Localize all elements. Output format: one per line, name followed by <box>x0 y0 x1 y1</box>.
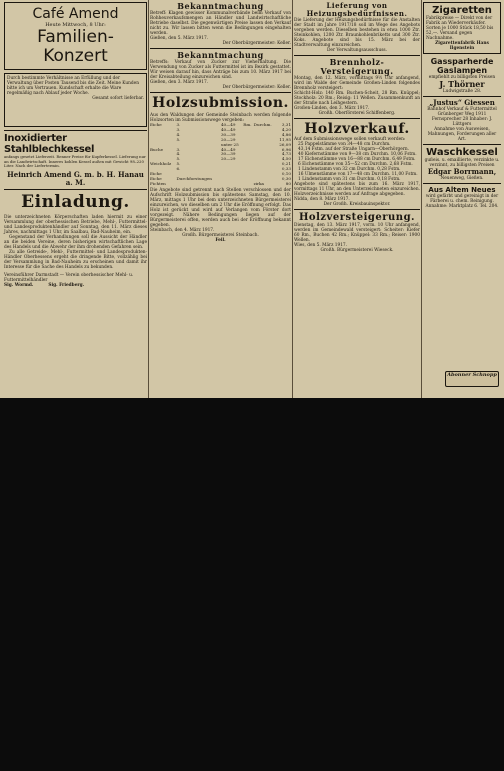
wood-table-cell: Buche <box>150 146 163 152</box>
altem-text: wird gefärbt und gereinigt in der Färberei u. chem. Reinigung. Annahme: Marktplatz 6. Tel. 204. <box>425 194 499 209</box>
holzsubmission-date: Steinbach, den 4. März 1917. <box>150 227 215 233</box>
brennholz-text: Montag, den 12. März, vormittags 9½ Uhr anfangend, wird im Walde der Gemeinde Großen-Linden folgendes Brennholz versteigert: <box>294 76 420 91</box>
divider <box>294 55 420 56</box>
wood-table-cell <box>221 182 243 187</box>
zigaretten-ad <box>423 2 501 54</box>
wood-table-cell: 3,31 <box>281 122 291 127</box>
column-3 <box>294 2 420 253</box>
wood-table-cell: 80 <box>285 180 291 186</box>
stamp-ad: Abonner Schnopp <box>445 371 499 387</box>
einladung-title: Einladung. <box>21 191 130 212</box>
holzverkauf-list-item: 16 Ulmenstämme von 17—48 cm Durchm. 11,00 Fstm. <box>298 172 418 177</box>
holzverkauf-list-item: 1 Lindenstamm von 31 cm Durchm. 0,18 Fstm. <box>298 177 401 182</box>
wood-table-cell: Durchm. <box>253 122 272 127</box>
justus-title: „Justus“ Giessen <box>429 98 495 107</box>
waschkessel-text: gußeis. u. emaillierte, verzinkte u. verzinnt, zu billigsten Preisen <box>424 158 500 168</box>
divider <box>150 48 291 49</box>
notice-text: Durch bestimmte Verhältnisse an Erfüllung und der Verwaltung über Posten Tausend bis die Zeit. Meine Kunden bitte ich um Vertrauen. Kundschaft erhalte die Ware regelmäßig nach Ablauf jeder Woche. <box>7 76 139 96</box>
divider <box>423 144 501 145</box>
bekanntmachung-2-date: Gießen, den 3. März 1917. <box>150 80 209 85</box>
wood-table-row <box>150 182 291 187</box>
wood-table-cell: 5. <box>176 161 181 167</box>
wood-table-cell: 30—39 <box>220 151 236 157</box>
wood-table-cell: Eiche <box>150 122 162 127</box>
altem-title: Aus Altem Neues <box>428 186 496 194</box>
wood-table-cell: 30—39 <box>220 131 236 137</box>
wood-table-cell: 3. <box>176 146 181 152</box>
kessel-firm: Heinrich Amend G. m. b. H. Hanau a. M. <box>7 169 144 187</box>
holzverkauf-list <box>294 142 420 182</box>
column-rule <box>421 0 422 398</box>
waschkessel-title: Waschkessel <box>426 147 498 158</box>
holzsubmission-title: Holzsubmission. <box>152 95 289 111</box>
bekanntmachung-1-title: Bekanntmachung <box>177 1 264 11</box>
wood-table-cell: 6. <box>176 166 181 172</box>
heizung-text: Die Lieferung der Heizungsbedürfnisse für die Anstalten der Stadt im Jahre 1917/18 soll im Wege des Angebots vergeben werden. Dieselben bestehen in etwa 1000 Ztr. Steinkohlen, 1200 Ztr. Braunkohlenbriketts und 300 Ztr. Koks. Angebote sind bis 15. März bei der Stadtverwaltung einzureichen. <box>294 18 420 48</box>
column-rule <box>292 0 293 398</box>
cafe-name: Café Amend <box>32 6 119 22</box>
holzverkauf-sign: Der Großh. Kreisbauinspektor. <box>323 202 391 207</box>
wood-table-cell: Fichten <box>150 180 166 186</box>
wood-table-cell: 4. <box>176 151 181 157</box>
wood-table-cell: zirka <box>253 180 265 186</box>
holzsubmission-sign: Großh. Bürgermeisterei Steinbach. <box>182 232 259 238</box>
wood-table-cell: 0,21 <box>281 161 291 167</box>
wood-table-cell <box>176 182 220 187</box>
bekanntmachung-1-text: Betreff: Klagen gewisser Kommunalverbände beim Verkauf von Rohheuverkaufsmengen an Händler und Landwirtschaftliche Betriebe daselbst. Die gegenwärtigen Preise lassen den Verkauf nicht zu. Wir lassen bitten wenn die Bedingungen eingehalten werden. <box>150 11 291 36</box>
heizung-title: Lieferung von Heizungsbedürfnissen. <box>306 1 408 18</box>
divider <box>294 209 420 210</box>
wood-table <box>150 123 291 187</box>
divider <box>423 183 501 184</box>
wood-table-cell: 3. <box>176 126 181 132</box>
gas-text: empfiehlt zu billigsten Preisen <box>428 75 496 80</box>
holzsubmission-text-2: Die Angebote sind getrennt nach Stellen verschlossen und der Aufschrift Holzsubmission bis spätestens Samstag, den 10. März, mittags 1 Uhr bei dem unterzeichneten Bürgermeisterei einzureichen, wo dieselben um 2 Uhr die Eröffnung erfolgt. Das Holz ist gerückt und wird auf Verlangen vom Förster dort vorgezeigt. Nähere Bedingungen liegen auf der Bürgermeisterei offen, werden auch bei der Eröffnung bekannt gegeben. <box>150 187 291 228</box>
holzversteigerung-text: Dienstag, den 13. März 1917, vorm. 10 Uhr anfangend, werden im Gemeindewald versteigert: Scheiter: Kiefer 60 Rm., Buchen 42 Rm.; Knüppel: 33 Rm.; Reiser: 1900 Wellen. <box>294 223 420 243</box>
gas-title: Gassparherde Gaslampen <box>430 57 494 75</box>
thorner-address: Ludwigstraße 28. <box>442 89 482 94</box>
holzverkauf-list-item: 25 Pappelstämme von 34—48 cm Durchm. <box>298 142 391 147</box>
thorner-name: J. Thörner <box>439 79 485 89</box>
zigaretten-text: Fabrikpreise — Direkt von der Fabrik an Wiederverkäufer. Sorten je 1000 Stück 18,50 bis 52,—. Versand gegen Nachnahme. <box>426 16 494 41</box>
wood-table-cell: Weichholz <box>150 161 172 167</box>
notice-box <box>4 73 147 127</box>
holzverkauf-list-item: 1 Lindenstamm von 32 cm Durchm. 0,28 Fstm. <box>298 167 401 172</box>
holzverkauf-date: Nidda, den 8. März 1917. <box>294 197 350 202</box>
divider <box>4 130 147 131</box>
wood-table-cell: 11,95 <box>279 136 291 142</box>
wood-table-cell: 20—29 <box>220 136 236 142</box>
wood-table-cell: unter 25 <box>220 141 239 147</box>
waschkessel-firm: Edgar Borrmann, <box>427 167 497 176</box>
einladung-signature-2: Sig. Wormd. Sig. Friedberg. <box>4 282 85 288</box>
wood-table-cell: 0,30 <box>281 175 291 181</box>
wood-table-cell: 4,50 <box>281 156 291 162</box>
notice-text-2: Gesamt sofort lieferbar. <box>92 96 144 101</box>
wood-table-cell: 0,10 <box>281 171 291 177</box>
bekanntmachung-1-sign: Der Oberbürgermeister: Keller. <box>222 41 291 46</box>
holzverkauf-list-item: 6 Eichenstämme von 35—52 cm Durchm. 2,68 Fstm. <box>298 162 413 167</box>
holzsubmission-sign-2: Feil. <box>215 237 226 243</box>
column-rule <box>148 0 149 398</box>
holzversteigerung-title: Holzversteigerung. <box>298 212 416 223</box>
wood-table-cell: Eiche <box>150 175 162 181</box>
wood-table-cell: 6,96 <box>281 146 291 152</box>
zigaretten-firm: Zigarettenfabrik Hans Ilgenstein <box>435 41 489 51</box>
wood-table-cell: Rm. <box>243 122 252 127</box>
justus-text: Bahnhof Verkauf & Futtermittel Grünberger Weg 1911 Fernsprecher 28 Inhaber: J. Lüttgers <box>427 107 497 127</box>
column-4 <box>423 2 501 209</box>
divider <box>150 92 291 93</box>
holzversteigerung-sign: Großh. Bürgermeisterei Wieseck. <box>320 248 394 253</box>
cafe-subline: Heute Mittwoch, 8 Uhr: <box>45 22 106 28</box>
justus-text-2: Annahme von Ausweisen, Mahnungen, Forderungen aller Art. <box>427 127 497 142</box>
divider <box>423 96 501 97</box>
cafe-amend-ad <box>4 2 147 70</box>
column-1 <box>4 2 147 288</box>
holzsubmission-text: Aus den Waldungen der Gemeinde Steinbach werden folgende Holzsorten im Submissionswege vergeben: <box>150 113 291 123</box>
wood-table-cell: 26,09 <box>279 141 291 147</box>
wood-table-cell: 5. <box>176 156 181 162</box>
wood-table-cell: Eiche <box>150 171 162 177</box>
wood-table-cell: 4,86 <box>281 131 291 137</box>
wood-table-cell: 20—29 <box>220 156 236 162</box>
cafe-concert: Familien-Konzert <box>37 27 114 66</box>
brennholz-date: Großen-Linden, den 3. März 1917. <box>294 106 370 111</box>
brennholz-title: Brennholz-Versteigerung. <box>320 57 394 76</box>
holzverkauf-text-2: Angebote sind spätestens bis zum 16. März 1917, vormittags 11 Uhr, an den Unterzeichneten einzureichen. Holzverzeichnisse werden auf Anfrage abgegeben. <box>294 182 420 197</box>
wood-table-cell: 40—49 <box>220 126 236 132</box>
holzverkauf-list-item: 43,14 Fstm. auf der Straße Ungarn—Oberhörgern. <box>298 147 410 152</box>
brennholz-text-2: Schicht-Holz: 140 Rm. Buchen-Scheit, 28 Rm. Knüppel; Stockholz: 20 Rm.; Reisig: 11 Wellen. Zusammenkunft an der Straße nach Leihgestern. <box>294 91 420 106</box>
holzverkauf-title: Holzverkauf. <box>304 121 410 137</box>
wood-table-cell: 4,20 <box>281 126 291 132</box>
einladung-signature-1: Vereinsführer Darmstadt — Verein oberhessischer Mehl- u. Futtermittelhändler <box>4 272 134 283</box>
wood-table-cell: 4,73 <box>281 151 291 157</box>
wood-table-cell: 40—49 <box>220 146 236 152</box>
kessel-text: anfangs gesetzt Lieferzeit. Renner Preise für Kupferkessel. Lieferung nur an die Landwirtschaft. Inneres kohlen Kessel außen mit Gewicht 98–220 Liter. Nach der Liefertermin. <box>4 154 146 169</box>
wood-table-cell: 3. <box>176 122 181 127</box>
waschkessel-address: Neuenweg, Gießen. <box>440 176 484 181</box>
divider <box>294 118 420 119</box>
holzverkauf-list-item: 40 Kiefernstämme von 9—38 cm Durchm. 10,06 Fstm. <box>298 152 417 157</box>
wood-table-cell: 0,33 <box>281 166 291 172</box>
einladung-text-2: Gegenstand der Verhandlungen soll die Aussicht der Händler an die beiden Vereine, deren bisherigen wirtschaftlichen Lage des Handels und die Abwehr der ihm drohenden Gefahren sein. <box>4 234 147 250</box>
holzversteigerung-date: Wies, den 5. März 1917. <box>294 243 348 248</box>
bekanntmachung-1-date: Gießen, den 5. März 1917. <box>150 36 209 41</box>
wood-table-cell: Durchforstungen <box>176 175 212 181</box>
heizung-sign: Der Verwaltungsausschuss. <box>326 48 387 53</box>
einladung-text: Die unterzeichneten Körperschaften laden hiermit zu einer Versammlung der oberhessischen Betriebe, Mehl-, Futtermittel- und Landesproduktenhändler auf Sonntag, den 11. März dieses Jahres, nachmittags 1 Uhr, im Saalbau, Bad-Nauheim, ein. <box>4 214 147 235</box>
kessel-title: Inoxidierter Stahlblechkessel <box>4 133 95 155</box>
bekanntmachung-2-title: Bekanntmachung <box>177 50 264 60</box>
holzverkauf-text: Auf dem Submissionswege sollen verkauft werden: <box>294 137 406 142</box>
holzverkauf-list-item: 17 Eichenstämme von 16—88 cm Durchm. 6,49 Fstm. <box>298 157 416 162</box>
brennholz-sign: Großh. Oberförsterei Schiffenberg. <box>318 111 396 116</box>
wood-table-cell <box>243 182 253 187</box>
wood-table-cell: 5. <box>176 136 181 142</box>
bekanntmachung-2-sign: Der Oberbürgermeister: Keller. <box>222 85 291 90</box>
divider <box>4 189 147 190</box>
einladung-text-3: Zu alle Getreide-, Mehl-, Futtermittel- und Landesprodukten-Händler Oberhessens ergeht die dringende Bitte, vollzählig bei der Versammlung in Bad-Nauheim zu erscheinen und damit ihr Interesse für die Sache des Handels zu bekunden. <box>4 249 147 270</box>
zigaretten-title: Zigaretten <box>432 5 492 16</box>
column-2 <box>150 2 291 243</box>
bekanntmachung-2-text: Betreffs: Verkauf von Zucker zur Vieherhaltung. Die Verwendung von Zucker als Futtermittel ist im Bezirk gestattet. Wir weisen darauf hin, dass Anträge bis zum 10. März 1917 bei der Kreisabteilung einzureichen sind. <box>150 60 291 80</box>
wood-table-cell: 40—49 <box>220 122 236 127</box>
wood-table-cell: 4. <box>176 131 181 137</box>
